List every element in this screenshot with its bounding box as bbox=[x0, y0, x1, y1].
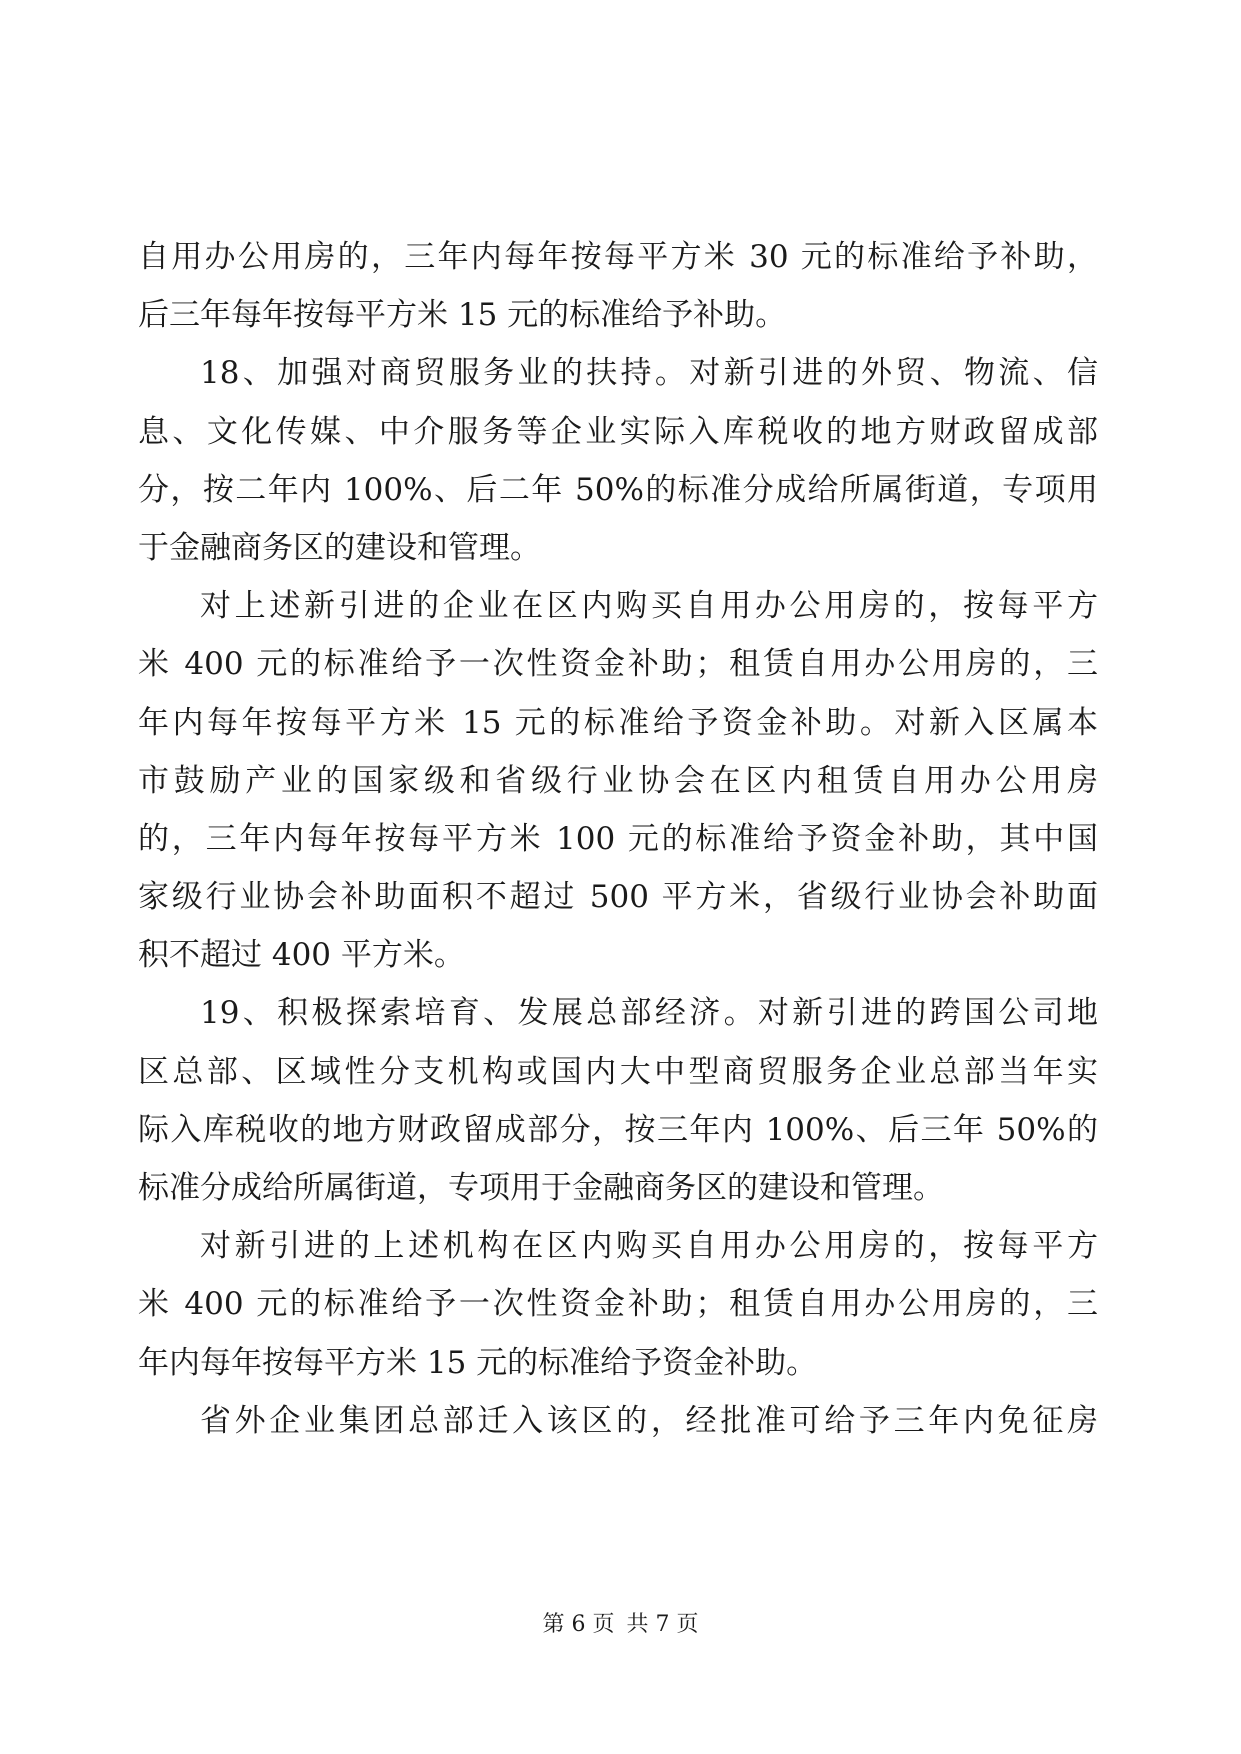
text-line: 米 400 元的标准给予一次性资金补助；租赁自用办公用房的，三 bbox=[138, 1286, 1098, 1323]
text-line: 积不超过 400 平方米。 bbox=[138, 937, 465, 974]
text-line: 省外企业集团总部迁入该区的，经批准可给予三年内免征房 bbox=[200, 1402, 1098, 1439]
text-line: 于金融商务区的建设和管理。 bbox=[138, 529, 541, 566]
text-line: 对上述新引进的企业在区内购买自用办公用房的，按每平方 bbox=[200, 588, 1098, 625]
text-line: 标准分成给所属街道，专项用于金融商务区的建设和管理。 bbox=[138, 1170, 944, 1206]
page-footer bbox=[0, 1610, 1241, 1640]
text-line: 区总部、区域性分支机构或国内大中型商贸服务企业总部当年实 bbox=[138, 1053, 1098, 1090]
document-body bbox=[138, 228, 1098, 1450]
text-line: 19、积极探索培育、发展总部经济。对新引进的跨国公司地 bbox=[200, 995, 1098, 1032]
text-line: 后三年每年按每平方米 15 元的标准给予补助。 bbox=[138, 297, 787, 334]
text-line: 的，三年内每年按每平方米 100 元的标准给予资金补助，其中国 bbox=[138, 820, 1098, 857]
page-total: 共 7 页 bbox=[626, 1612, 699, 1637]
text-line: 际入库税收的地方财政留成部分，按三年内 100%、后三年 50%的 bbox=[138, 1111, 1098, 1148]
text-line: 分，按二年内 100%、后二年 50%的标准分成给所属街道，专项用 bbox=[138, 471, 1098, 508]
text-line: 自用办公用房的，三年内每年按每平方米 30 元的标准给予补助， bbox=[138, 239, 1098, 275]
text-line: 年内每年按每平方米 15 元的标准给予资金补助。对新入区属本 bbox=[138, 704, 1098, 741]
text-line: 18、加强对商贸服务业的扶持。对新引进的外贸、物流、信 bbox=[200, 355, 1098, 392]
text-line: 息、文化传媒、中介服务等企业实际入库税收的地方财政留成部 bbox=[138, 413, 1098, 450]
text-line: 家级行业协会补助面积不超过 500 平方米，省级行业协会补助面 bbox=[138, 879, 1098, 916]
text-line: 米 400 元的标准给予一次性资金补助；租赁自用办公用房的，三 bbox=[138, 646, 1098, 683]
text-line: 市鼓励产业的国家级和省级行业协会在区内租赁自用办公用房 bbox=[138, 762, 1098, 799]
text-line: 对新引进的上述机构在区内购买自用办公用房的，按每平方 bbox=[200, 1228, 1098, 1265]
page-number: 第 6 页 bbox=[542, 1612, 615, 1637]
text-line: 年内每年按每平方米 15 元的标准给予资金补助。 bbox=[138, 1344, 818, 1381]
